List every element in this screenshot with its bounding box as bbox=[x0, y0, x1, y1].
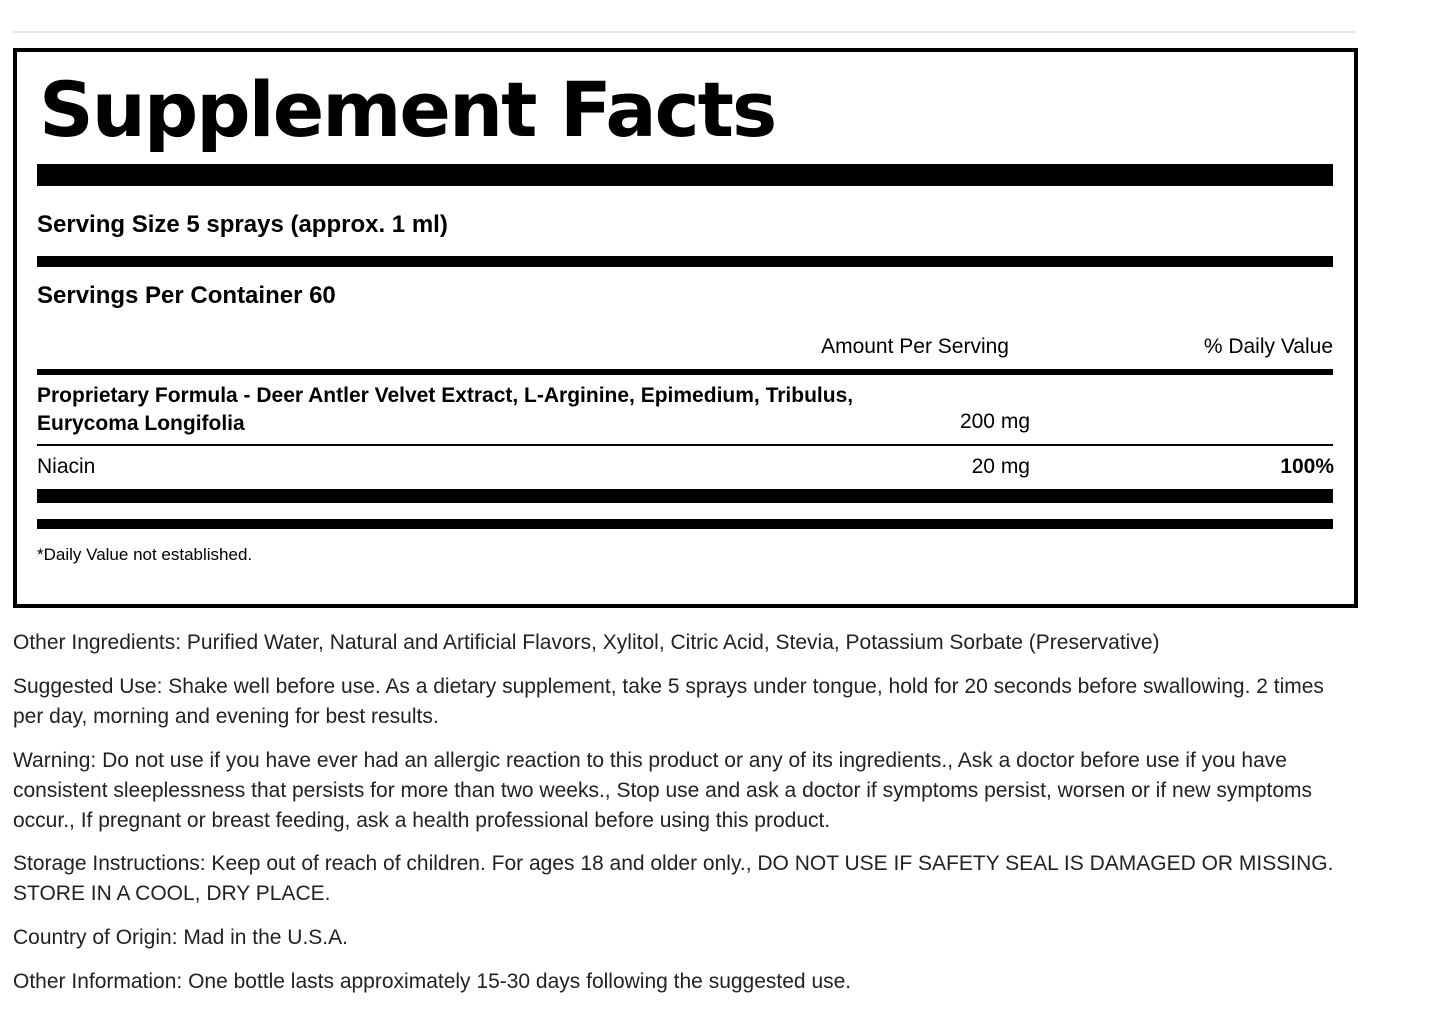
ingredient-name: Niacin bbox=[37, 455, 96, 478]
ingredient-amount: 200 mg bbox=[959, 410, 1030, 433]
facts-title: Supplement Facts bbox=[39, 65, 776, 154]
supplement-facts-panel bbox=[13, 48, 1358, 608]
title-rule bbox=[37, 164, 1333, 186]
country-of-origin: Country of Origin: Mad in the U.S.A. bbox=[13, 926, 348, 949]
amount-per-serving-header: Amount Per Serving bbox=[821, 335, 1009, 358]
top-divider bbox=[13, 31, 1356, 33]
ingredient-name: Proprietary Formula - Deer Antler Velvet Extract, L-Arginine, Epimedium, Tribulus, Eurycoma Longifolia bbox=[37, 384, 854, 435]
header-rule bbox=[37, 369, 1333, 375]
other-ingredients: Other Ingredients: Purified Water, Natural and Artificial Flavors, Xylitol, Citric Acid, Stevia, Potassium Sorbate (Preservative) bbox=[13, 631, 1160, 654]
daily-value-footnote: *Daily Value not established. bbox=[37, 545, 253, 564]
end-rule-thick bbox=[37, 489, 1333, 503]
servings-per-container: Servings Per Container 60 bbox=[37, 282, 336, 309]
ingredient-amount: 20 mg bbox=[971, 455, 1030, 478]
end-rule bbox=[37, 519, 1333, 529]
serving-rule bbox=[37, 256, 1333, 267]
suggested-use: Suggested Use: Shake well before use. As a dietary supplement, take 5 sprays under tongue, hold for 20 seconds before swallowing. 2 times per day, morning and evening for best results. bbox=[13, 675, 1324, 728]
ingredient-daily-value: 100% bbox=[1280, 455, 1334, 478]
other-information: Other Information: One bottle lasts approximately 15-30 days following the suggested use. bbox=[13, 970, 852, 993]
column-headers bbox=[37, 335, 1333, 365]
daily-value-header: % Daily Value bbox=[1203, 335, 1333, 358]
storage-instructions: Storage Instructions: Keep out of reach of children. For ages 18 and older only., DO NOT USE IF SAFETY SEAL IS DAMAGED OR MISSING. STORE IN A COOL, DRY PLACE. bbox=[13, 852, 1334, 905]
serving-size: Serving Size 5 sprays (approx. 1 ml) bbox=[37, 211, 448, 238]
warning: Warning: Do not use if you have ever had an allergic reaction to this product or any of its ingredients., Ask a doctor before use if you have consistent sleeplessness that persists for more than two weeks., Stop use and ask a doctor if symptoms persist, worsen or if new symptoms occur., If pregnant or breast feeding, ask a health professional before using this product. bbox=[13, 749, 1313, 832]
row-divider bbox=[37, 444, 1333, 446]
